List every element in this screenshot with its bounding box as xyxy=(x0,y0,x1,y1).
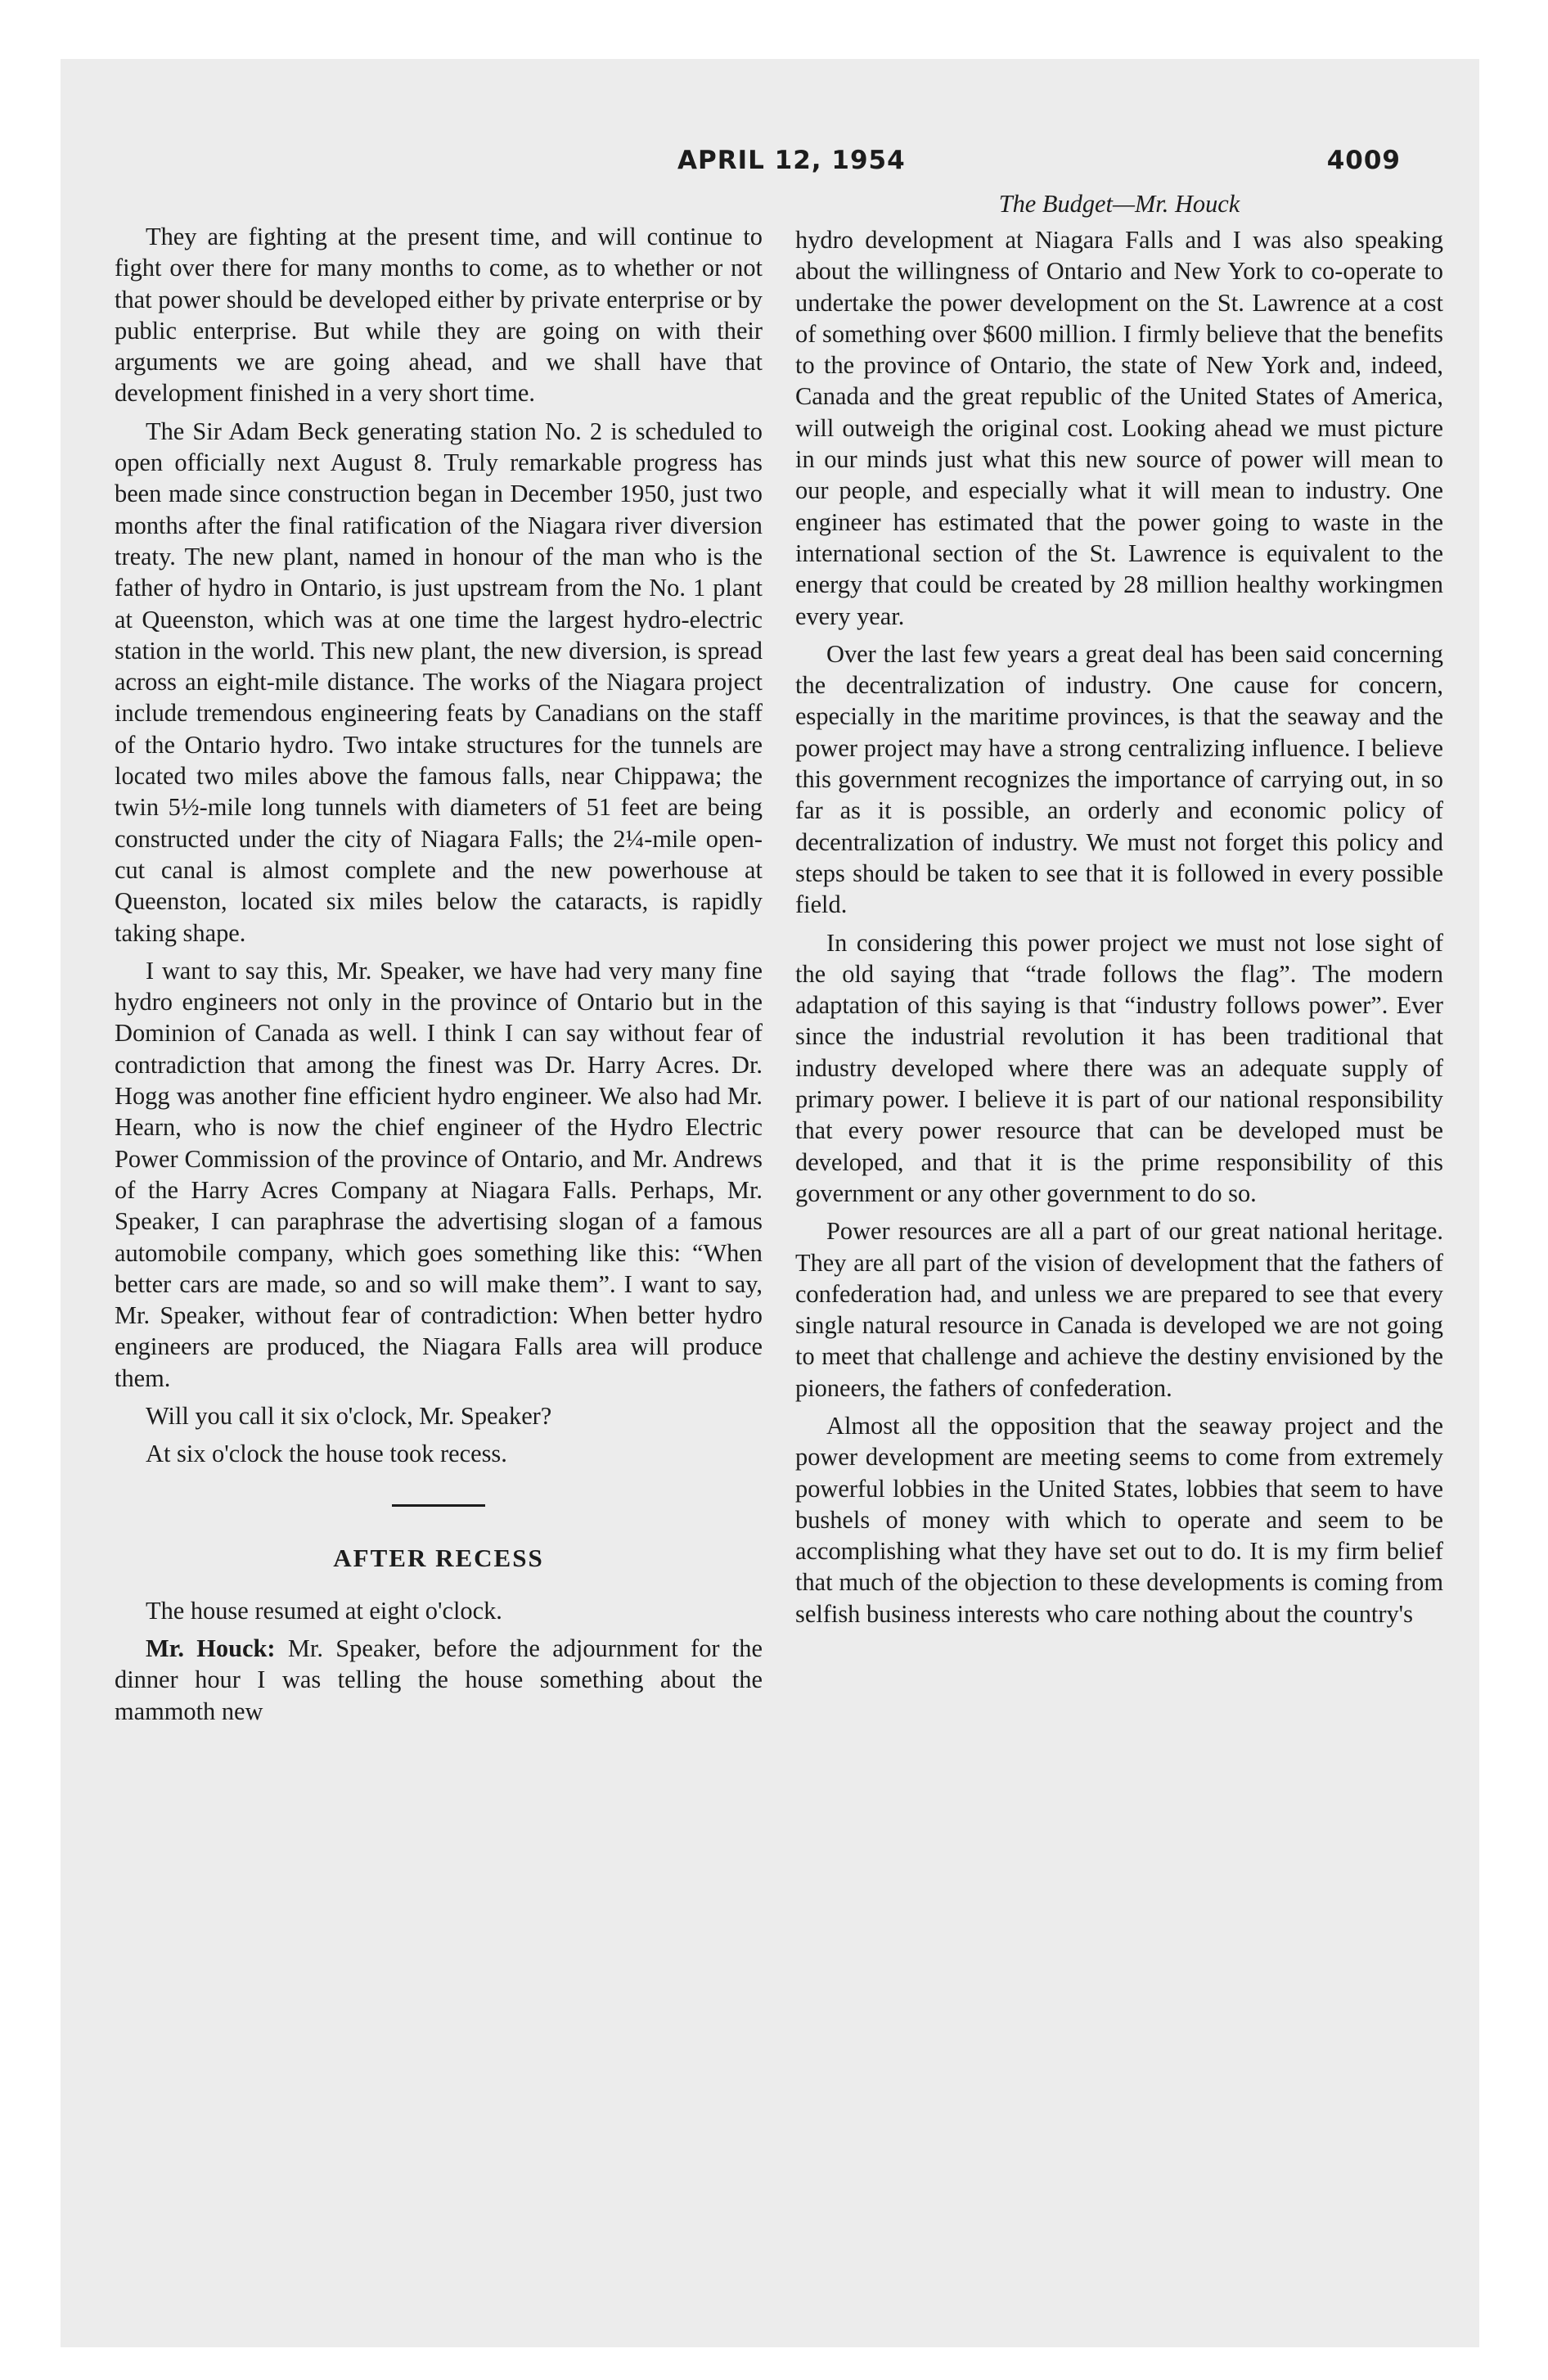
paragraph: hydro development at Niagara Falls and I was also speaking about the willingness of Ontario and New York to co-operate to undertake the power development on the St. Lawrence at a cost of something over $600 million. I firmly believe that the benefits to the province of Ontario, the state of New York and, indeed, Canada and the great republic of the United States of America, will outweigh the original cost. Looking ahead we must picture in our minds just what this new source of power will mean to our people, and especially what it will mean to industry. One engineer has estimated that the power going to waste in the international section of the St. Lawrence is equivalent to the energy that could be created by 28 million healthy workingmen every year. xyxy=(795,226,1443,630)
paragraph: The house resumed at eight o'clock. xyxy=(146,1596,502,1625)
speaker-name: Mr. Houck: xyxy=(146,1634,276,1663)
page-number: 4009 xyxy=(1326,146,1401,175)
page-header xyxy=(115,146,1442,188)
right-column xyxy=(795,188,1443,1636)
paragraph: I want to say this, Mr. Speaker, we have had very many fine hydro engineers not only in the province of Ontario but in the Dominion of Canada as well. I think I can say without fear of contradiction that among the finest was Dr. Harry Acres. Dr. Hogg was another fine efficient hydro engineer. We also had Mr. Hearn, who is now the chief engineer of the Hydro Electric Power Commission of the province of Ontario, and Mr. Andrews of the Harry Acres Company at Niagara Falls. Perhaps, Mr. Speaker, I can paraphrase the advertising slogan of a famous automobile company, which goes something like this: “When better cars are made, so and so will make them”. I want to say, Mr. Speaker, without fear of contradiction: When better hydro engineers are produced, the Niagara Falls area will produce them. xyxy=(115,956,763,1392)
paragraph: Power resources are all a part of our great national heritage. They are all part of the vision of development that the fathers of confederation had, and unless we are prepared to see that every single natural resource in Canada is developed we are not going to meet that challenge and achieve the destiny envisioned by the pioneers, the fathers of confederation. xyxy=(795,1217,1443,1402)
speech-paragraph xyxy=(115,1633,763,1727)
section-divider xyxy=(392,1504,485,1507)
left-column xyxy=(115,221,763,1733)
paragraph: Over the last few years a great deal has been said concerning the decentralization of industry. One cause for concern, especially in the maritime provinces, is that the seaway and the power project may have a strong centralizing influence. I believe this government recognizes the importance of carrying out, in so far as it is possible, an orderly and economic policy of decentralization of industry. We must not forget this policy and steps should be taken to see that it is followed in every possible field. xyxy=(795,639,1443,919)
paragraph: Will you call it six o'clock, Mr. Speaker? xyxy=(146,1401,552,1430)
paragraph: In considering this power project we must not lose sight of the old saying that “trade follows the flag”. The modern adaptation of this saying is that “industry follows power”. Ever since the industrial revolution it has been traditional that industry developed where there was an adequate supply of primary power. I believe it is part of our national responsibility that every power resource that can be developed must be developed, and that it is the prime responsibility of this government or any other government to do so. xyxy=(795,928,1443,1207)
paragraph: At six o'clock the house took recess. xyxy=(146,1440,507,1468)
speech-text: Mr. Speaker, before the adjournment for the dinner hour I was telling the house something about the mammoth new xyxy=(115,1634,763,1725)
running-title: The Budget—Mr. Houck xyxy=(998,190,1240,218)
paragraph: They are fighting at the present time, and will continue to fight over there for many months to come, as to whether or not that power should be developed either by private enterprise or by public enterprise. But while they are going on with their arguments we are going ahead, and we shall have that development finished in a very short time. xyxy=(115,223,763,408)
hansard-page xyxy=(115,146,1442,2224)
section-title: AFTER RECESS xyxy=(333,1543,544,1572)
page-date: APRIL 12, 1954 xyxy=(677,146,906,175)
paragraph: The Sir Adam Beck generating station No. 2 is scheduled to open officially next August 8. Truly remarkable progress has been made since construction began in December 1950, just two months after the final ratification of the Niagara river diversion treaty. The new plant, named in honour of the man who is the father of hydro in Ontario, is just upstream from the No. 1 plant at Queenston, which was at one time the largest hydro-electric station in the world. This new plant, the new diversion, is spread across an eight-mile distance. The works of the Niagara project include tremendous engineering feats by Canadians on the staff of the Ontario hydro. Two intake structures for the tunnels are located two miles above the famous falls, near Chippawa; the twin 5½-mile long tunnels with diameters of 51 feet are being constructed under the city of Niagara Falls; the 2¼-mile open-cut canal is almost complete and the new powerhouse at Queenston, located six miles below the cataracts, is rapidly taking shape. xyxy=(115,417,763,947)
paragraph: Almost all the opposition that the seaway project and the power development are meeting seems to come from extremely powerful lobbies in the United States, lobbies that seem to have bushels of money with which to operate and seem to be accomplishing what they have set out to do. It is my firm belief that much of the objection to these developments is coming from selfish business interests who care nothing about the country's xyxy=(795,1411,1443,1628)
